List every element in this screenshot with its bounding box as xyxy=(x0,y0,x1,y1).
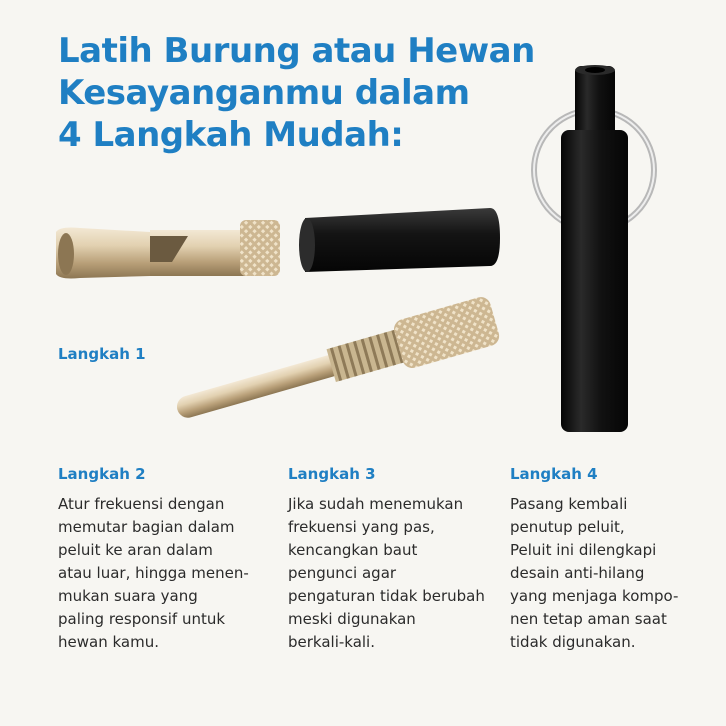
step-4-text: Pasang kembali penutup peluit, Peluit ini dilengkapi desain anti-hilang yang menjaga kompo- nen tetap aman saat tidak digunakan. xyxy=(510,495,679,651)
step-2-text: Atur frekuensi dengan memutar bagian dalam peluit ke aran dalam atau luar, hingga menen- mukan suara yang paling responsif untuk hewan kamu. xyxy=(58,495,249,651)
title-line-2: Kesayanganmu dalam xyxy=(58,73,470,113)
whistle-body xyxy=(56,220,280,279)
assembled-whistle xyxy=(561,65,628,432)
black-cap xyxy=(299,208,500,272)
step-3-label: Langkah 3 xyxy=(288,465,376,483)
step-1-label: Langkah 1 xyxy=(58,345,146,363)
title-line-1: Latih Burung atau Hewan xyxy=(58,31,535,71)
title-line-3: 4 Langkah Mudah: xyxy=(58,115,404,155)
adjustment-screw xyxy=(171,295,502,434)
step-2-label: Langkah 2 xyxy=(58,465,146,483)
step-4-label: Langkah 4 xyxy=(510,465,598,483)
step-3-text: Jika sudah menemukan frekuensi yang pas, kencangkan baut pengunci agar pengaturan tidak berubah meski digunakan berkali-kali. xyxy=(288,495,485,651)
